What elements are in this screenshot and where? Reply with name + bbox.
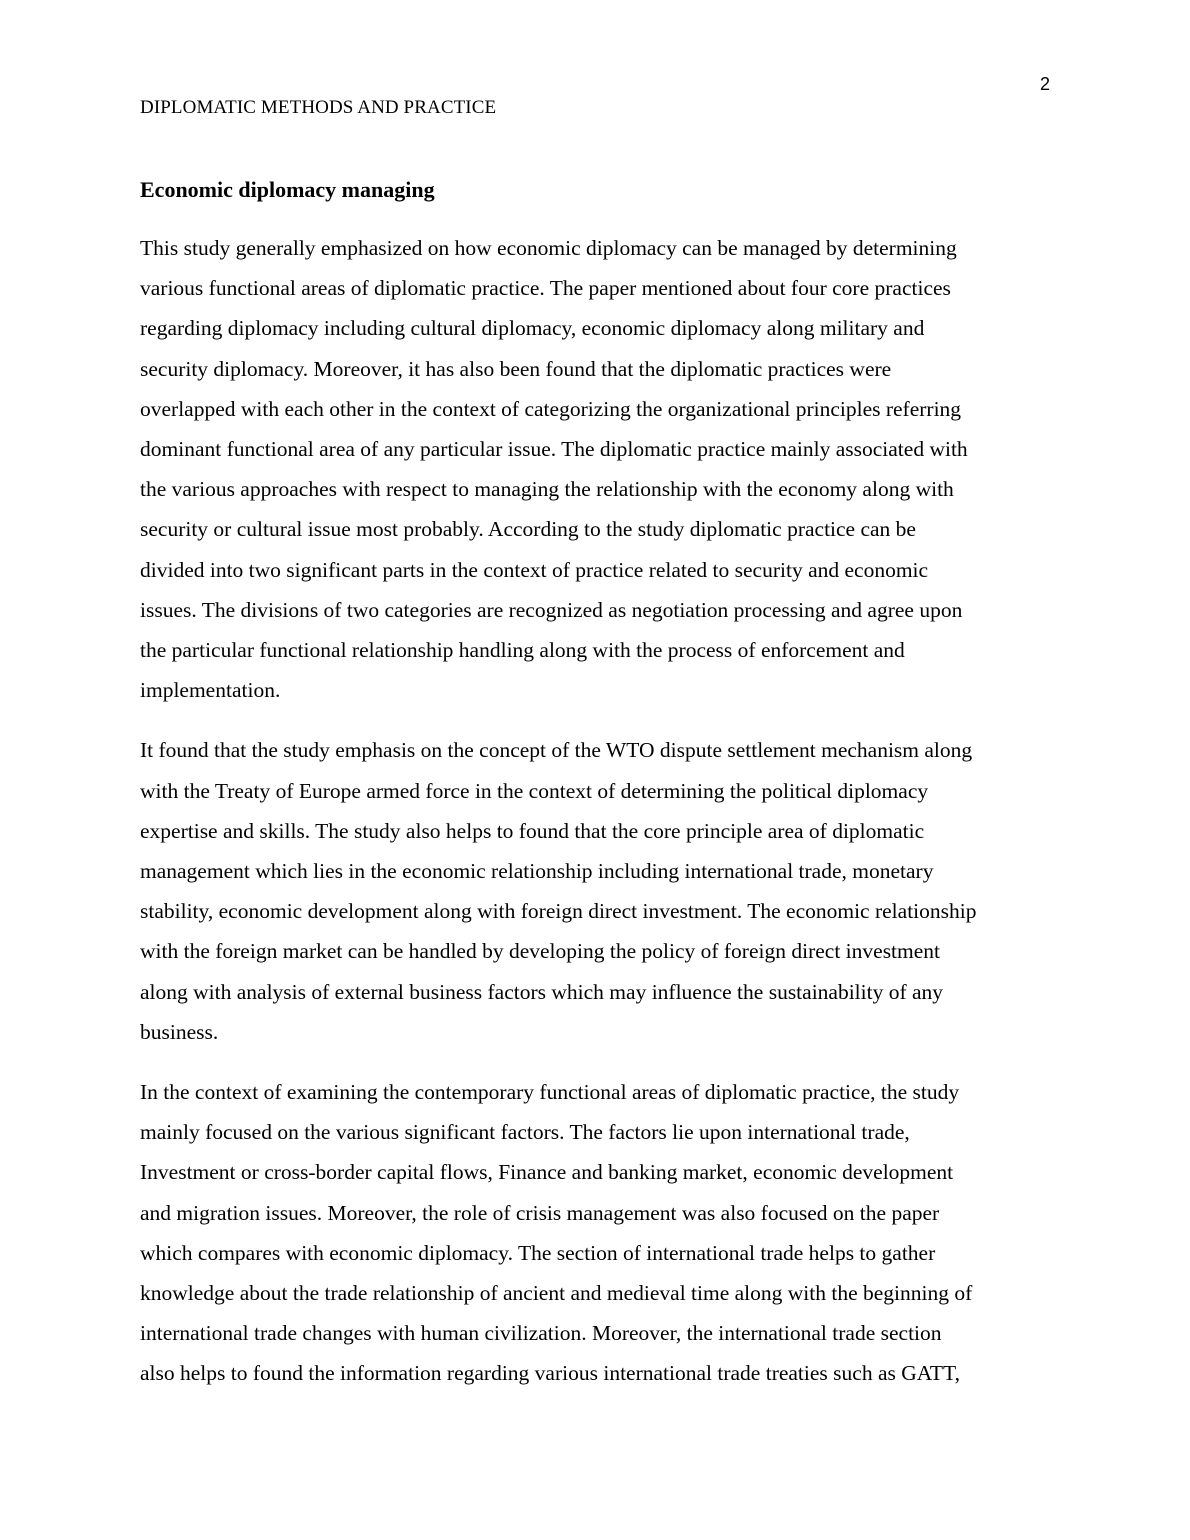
paragraph [140,730,1056,1052]
text-line: expertise and skills. The study also helps to found that the core principle area of diplomatic [140,818,925,843]
text-line: regarding diplomacy including cultural diplomacy, economic diplomacy along military and [140,316,925,341]
text-line: various functional areas of diplomatic practice. The paper mentioned about four core practices [140,276,951,301]
paragraph [140,228,1056,710]
text-line: business. [140,1019,219,1044]
text-line: mainly focused on the various significant factors. The factors lie upon international trade, [140,1120,910,1145]
document-body [140,170,1056,1414]
text-line: dominant functional area of any particular issue. The diplomatic practice mainly associated with [140,437,968,462]
text-line: knowledge about the trade relationship of ancient and medieval time along with the beginning of [140,1281,973,1306]
text-line: international trade changes with human civilization. Moreover, the international trade section [140,1321,942,1346]
section-heading: Economic diplomacy managing [140,177,435,202]
text-line: security or cultural issue most probably. According to the study diplomatic practice can be [140,517,916,542]
text-line: also helps to found the information regarding various international trade treaties such as GATT, [140,1361,960,1386]
text-line: the various approaches with respect to managing the relationship with the economy along with [140,477,954,502]
text-line: along with analysis of external business factors which may influence the sustainability of any [140,979,944,1004]
text-line: security diplomacy. Moreover, it has also been found that the diplomatic practices were [140,356,892,381]
text-line: and migration issues. Moreover, the role of crisis management was also focused on the paper [140,1200,940,1225]
text-line: divided into two significant parts in the context of practice related to security and economic [140,557,929,582]
text-line: with the Treaty of Europe armed force in the context of determining the political diplomacy [140,778,929,803]
text-line: management which lies in the economic relationship including international trade, monetary [140,859,934,884]
text-line: Investment or cross-border capital flows, Finance and banking market, economic development [140,1160,954,1185]
text-line: stability, economic development along with foreign direct investment. The economic relationship [140,899,977,924]
text-line: In the context of examining the contemporary functional areas of diplomatic practice, the study [140,1080,960,1105]
text-line: overlapped with each other in the context of categorizing the organizational principles referring [140,396,962,421]
paragraph [140,1072,1056,1394]
text-line: It found that the study emphasis on the concept of the WTO dispute settlement mechanism along [140,738,973,763]
text-line: implementation. [140,678,281,703]
text-line: the particular functional relationship handling along with the process of enforcement and [140,638,905,663]
page-number: 2 [1039,74,1050,94]
text-line: with the foreign market can be handled by developing the policy of foreign direct investment [140,939,941,964]
text-line: This study generally emphasized on how economic diplomacy can be managed by determining [140,236,957,260]
text-line: issues. The divisions of two categories are recognized as negotiation processing and agree upon [140,597,963,622]
text-line: which compares with economic diplomacy. The section of international trade helps to gather [140,1240,936,1265]
running-head: DIPLOMATIC METHODS AND PRACTICE [140,97,497,118]
